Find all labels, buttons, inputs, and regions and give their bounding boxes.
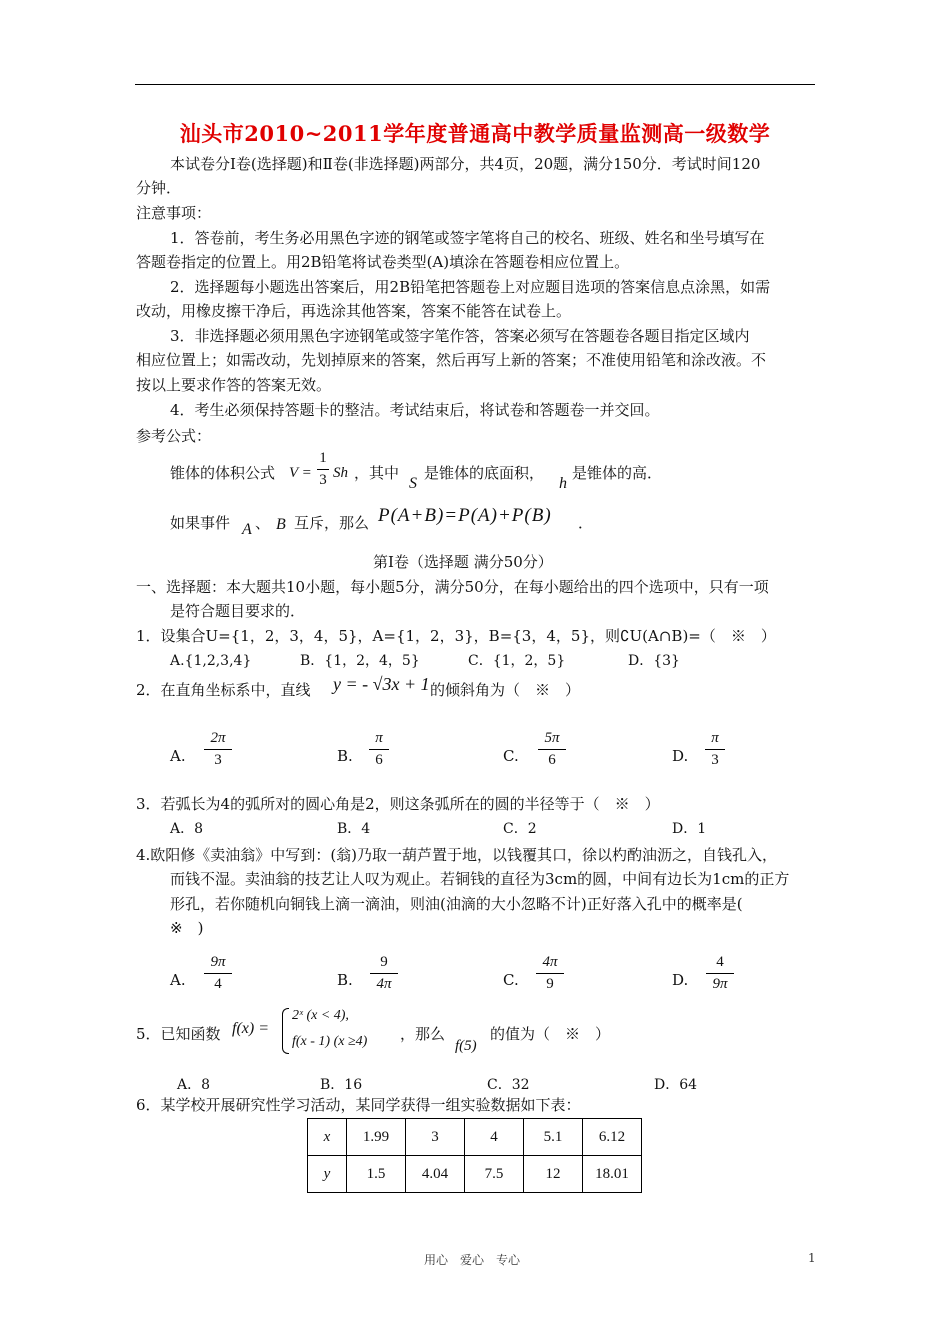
formula-1-lhs: V = — [289, 465, 312, 481]
question-5-function: f(x) = — [232, 1020, 269, 1037]
question-5-case-2: f(x - 1) (x ≥4) — [292, 1034, 368, 1049]
question-5-option-a: A．8 — [177, 1077, 211, 1093]
question-4-line: 形孔，若你随机向铜钱上滴一滴油，则油(油滴的大小忽略不计)正好落入孔中的概率是( — [170, 895, 743, 913]
question-1-option-c: C．{1，2，5} — [468, 653, 566, 669]
table-cell: 6.12 — [583, 1119, 642, 1156]
question-1-option-b: B．{1，2，4，5} — [300, 653, 420, 669]
note-line: 2．选择题每小题选出答案后，用2B铅笔把答题卷上对应题目选项的答案信息点涂黑，如需 — [170, 278, 771, 296]
fraction-denominator: 9 — [546, 976, 554, 992]
table-cell: 5.1 — [524, 1119, 583, 1156]
fraction-numerator: 2π — [210, 730, 226, 746]
question-3-stem: 3．若弧长为4的弧所对的圆心角是2，则这条弧所在的圆的半径等于（ ※ ） — [136, 795, 660, 813]
note-line: 1．答卷前，考生务必用黑色字迹的钢笔或签字笔将自己的校名、班级、姓名和坐号填写在 — [170, 229, 765, 247]
fraction-denominator: 3 — [214, 752, 222, 768]
fraction-numerator: 5π — [544, 730, 560, 746]
question-2-option-c — [538, 730, 566, 769]
question-4-line: ※ ) — [170, 919, 204, 937]
symbol-S: S — [409, 475, 417, 492]
question-6-stem: 6．某学校开展研究性学习活动，某同学获得一组实验数据如下表： — [136, 1096, 581, 1114]
question-4-label-c: C. — [503, 971, 519, 989]
note-line: 4．考生必须保持答题卡的整洁。考试结束后，将试卷和答题卷一并交回。 — [170, 401, 660, 419]
formula-1-fraction — [317, 450, 329, 489]
intro-line-2: 分钟． — [136, 179, 182, 197]
experiment-data-table — [307, 1118, 642, 1193]
formula-2-prefix: 如果事件 — [170, 514, 231, 532]
formula-1-rhs: Sh — [333, 465, 348, 481]
note-line: 3．非选择题必须用黑色字迹钢笔或签字笔作答，答案必须写在答题卷各题目指定区域内 — [170, 327, 750, 345]
fraction-denominator: 4 — [214, 976, 222, 992]
question-1-stem: 1．设集合U={1，2，3，4，5}，A={1，2，3}，B={3，4，5}，则∁U(A∩B)=（ ※ ） — [136, 627, 776, 645]
note-line: 按以上要求作答的答案无效。 — [136, 376, 332, 394]
question-4-label-a: A. — [170, 971, 186, 989]
intro-line-1: 本试卷分Ⅰ卷(选择题)和Ⅱ卷(非选择题)两部分，共4页，20题，满分150分．考试时间120 — [170, 155, 761, 173]
table-cell: 7.5 — [465, 1156, 524, 1193]
question-2-stem-pre: 2．在直角坐标系中，直线 — [136, 681, 311, 699]
question-3-option-c: C．2 — [503, 821, 537, 837]
question-5-option-b: B．16 — [320, 1077, 363, 1093]
symbol-A: A — [242, 521, 252, 538]
table-cell: x — [308, 1119, 347, 1156]
table-cell: 1.5 — [347, 1156, 406, 1193]
question-3-option-b: B．4 — [337, 821, 371, 837]
reference-heading: 参考公式： — [136, 427, 212, 445]
question-3-option-d: D．1 — [672, 821, 707, 837]
question-5-stem-post: 的值为（ ※ ） — [490, 1025, 611, 1043]
footer-motto: 用心 爱心 专心 — [424, 1253, 521, 1267]
formula-2-equation: P(A+B)=P(A)+P(B) — [378, 505, 552, 526]
formula-1-suffix: 是锥体的高． — [572, 464, 663, 482]
notes-heading: 注意事项： — [136, 204, 212, 222]
part-1-title: 第Ⅰ卷（选择题 满分50分） — [373, 553, 553, 571]
fraction-denominator: 6 — [548, 752, 556, 768]
question-2-option-a — [204, 730, 232, 769]
question-2-label-c: C. — [503, 747, 519, 765]
table-cell: 12 — [524, 1156, 583, 1193]
fraction-numerator: 9π — [210, 954, 226, 970]
question-5-case-1: 2ˣ (x < 4), — [292, 1008, 349, 1023]
question-4-option-b — [370, 954, 398, 993]
table-cell: 4.04 — [406, 1156, 465, 1193]
section-1-line-1: 一、选择题：本大题共10小题，每小题5分，满分50分，在每小题给出的四个选项中，只有一项 — [136, 578, 769, 596]
question-2-option-b — [369, 730, 389, 769]
section-1-line-2: 是符合题目要求的． — [170, 602, 306, 620]
question-4-line: 4.欧阳修《卖油翁》中写到：(翁)乃取一葫芦置于地，以钱覆其口，徐以杓酌油沥之，自钱孔入， — [136, 846, 778, 864]
fraction-denominator: 6 — [375, 752, 383, 768]
question-5-option-d: D．64 — [654, 1077, 698, 1093]
fraction-denominator: 4π — [376, 976, 392, 992]
question-3-option-a: A．8 — [170, 821, 204, 837]
fraction-denominator: 3 — [711, 752, 719, 768]
piecewise-brace — [282, 1008, 289, 1054]
question-5-stem-pre: 5．已知函数 — [136, 1025, 221, 1043]
table-cell: 4 — [465, 1119, 524, 1156]
symbol-h: h — [559, 475, 567, 492]
question-5-f5: f(5) — [455, 1038, 477, 1054]
header-rule — [135, 84, 815, 85]
formula-2-mid: 互斥，那么 — [294, 514, 370, 532]
page-number: 1 — [808, 1251, 816, 1265]
table-row — [308, 1119, 642, 1156]
formula-1-mid: ，其中 — [354, 464, 400, 482]
question-2-option-d — [705, 730, 725, 769]
question-2-label-b: B. — [337, 747, 353, 765]
symbol-B: B — [276, 516, 286, 533]
question-2-label-d: D. — [672, 747, 689, 765]
question-4-option-c — [536, 954, 564, 993]
table-cell: 3 — [406, 1119, 465, 1156]
fraction-numerator: π — [375, 730, 383, 746]
formula-2-suffix: ． — [578, 514, 594, 532]
fraction-denominator: 3 — [319, 472, 327, 488]
formula-2-separator: 、 — [255, 514, 271, 532]
formula-1-prefix: 锥体的体积公式 — [170, 464, 276, 482]
table-cell: y — [308, 1156, 347, 1193]
note-line: 相应位置上；如需改动，先划掉原来的答案，然后再写上新的答案；不准使用铅笔和涂改液。不 — [136, 351, 767, 369]
question-2-expression: y = - √3x + 1 — [333, 674, 430, 694]
note-line: 答题卷指定的位置上。用2B铅笔将试卷类型(A)填涂在答题卷相应位置上。 — [136, 253, 630, 271]
question-4-option-a — [204, 954, 232, 993]
question-5-mid: ，那么 — [400, 1025, 446, 1043]
document-title: 汕头市2010~2011学年度普通高中教学质量监测高一级数学 — [179, 121, 771, 146]
fraction-numerator: 4π — [542, 954, 558, 970]
question-1-option-a: A.{1,2,3,4} — [170, 653, 252, 669]
question-4-line: 而钱不湿。卖油翁的技艺让人叹为观止。若铜钱的直径为3cm的圆，中间有边长为1cm的正方 — [170, 870, 790, 888]
question-4-label-b: B. — [337, 971, 353, 989]
question-4-label-d: D. — [672, 971, 689, 989]
question-1-option-d: D．{3} — [628, 653, 680, 669]
question-2-stem-post: 的倾斜角为（ ※ ） — [430, 681, 581, 699]
fraction-numerator: 4 — [716, 954, 724, 970]
table-cell: 1.99 — [347, 1119, 406, 1156]
fraction-numerator: 1 — [319, 450, 327, 466]
fraction-numerator: 9 — [380, 954, 388, 970]
fraction-denominator: 9π — [712, 976, 728, 992]
question-2-label-a: A. — [170, 747, 186, 765]
table-row — [308, 1156, 642, 1193]
fraction-numerator: π — [711, 730, 719, 746]
question-5-option-c: C．32 — [487, 1077, 530, 1093]
question-4-option-d — [706, 954, 734, 993]
table-cell: 18.01 — [583, 1156, 642, 1193]
note-line: 改动，用橡皮擦干净后，再选涂其他答案，答案不能答在试卷上。 — [136, 302, 572, 320]
formula-1-mid2: 是锥体的底面积， — [424, 464, 545, 482]
